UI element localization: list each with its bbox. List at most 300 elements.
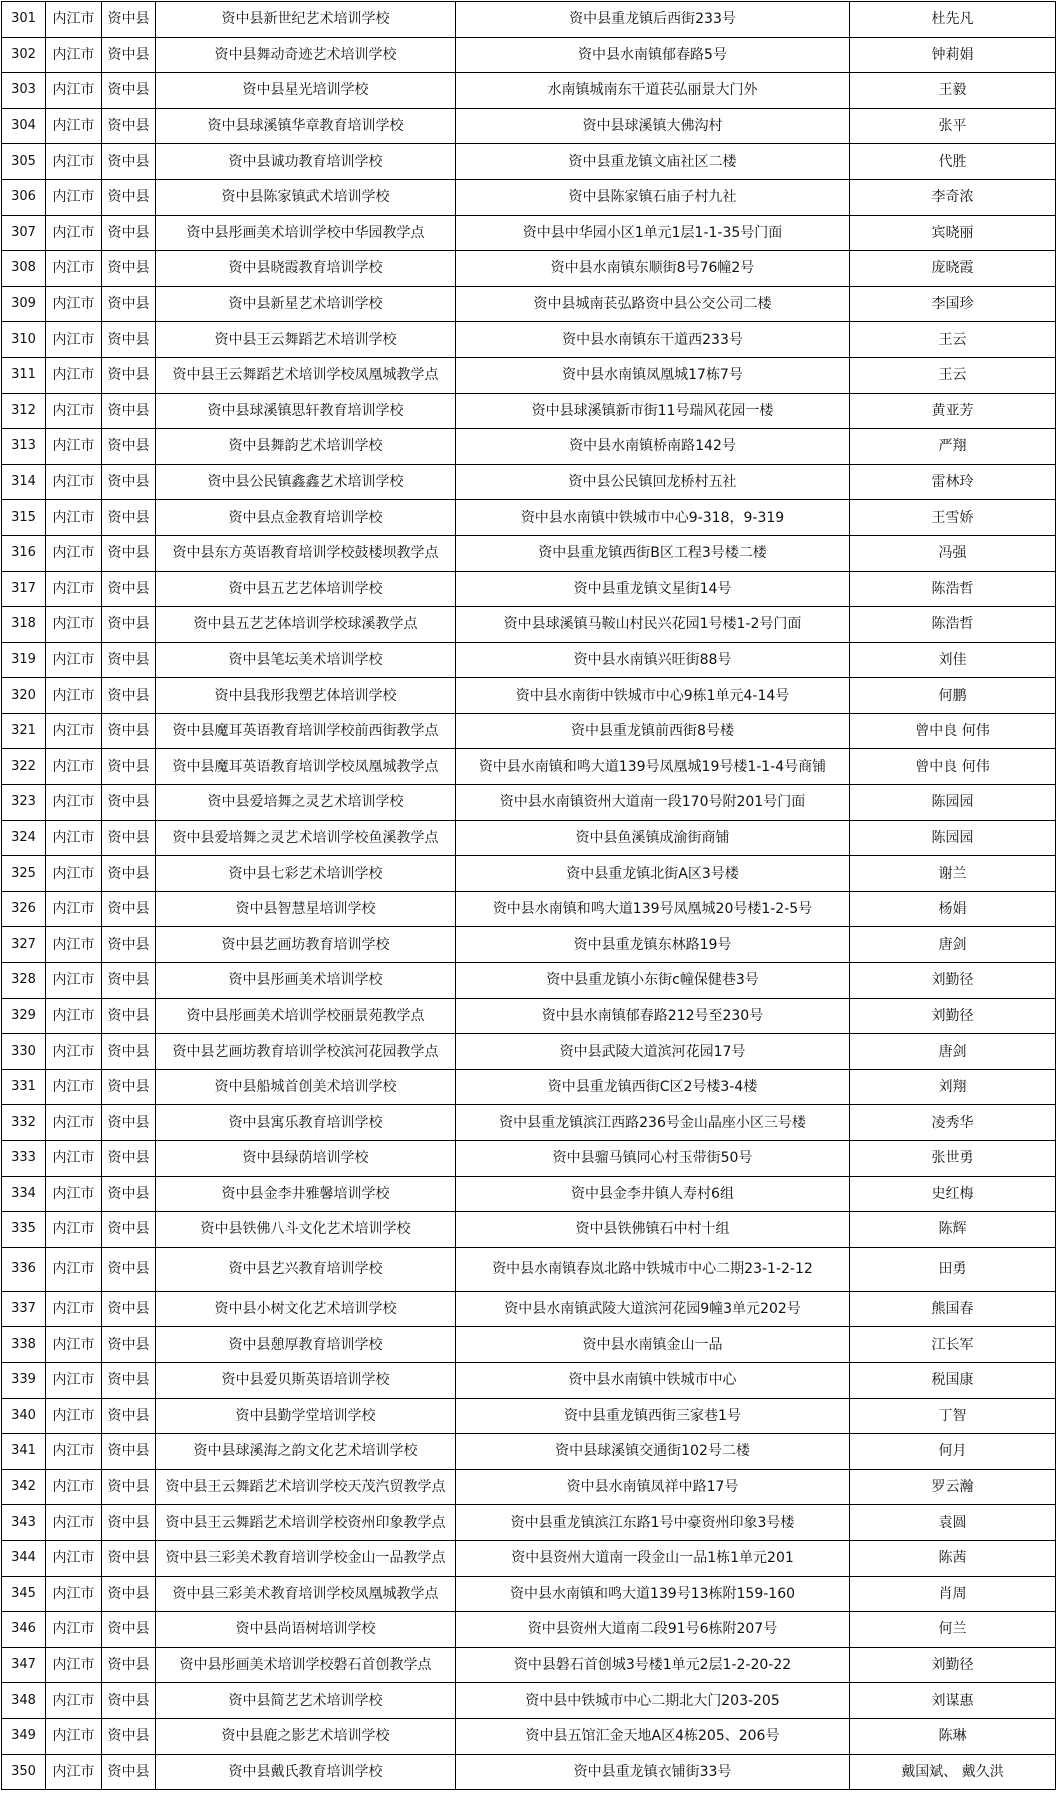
school-address: 资中县重龙镇前西街8号楼 [456,713,850,749]
county-cell: 资中县 [102,1212,156,1248]
contact-person: 王云 [850,322,1056,358]
contact-person: 肖周 [850,1576,1056,1612]
school-address: 水南镇城南东干道苌弘丽景大门外 [456,73,850,109]
school-name: 资中县点金教育培训学校 [156,500,456,536]
school-name: 资中县新星艺术培训学校 [156,286,456,322]
row-number: 350 [2,1754,46,1790]
city-cell: 内江市 [46,1540,102,1576]
contact-person: 王云 [850,357,1056,393]
row-number: 343 [2,1505,46,1541]
table-row [2,251,1056,287]
county-cell: 资中县 [102,1069,156,1105]
row-number: 324 [2,820,46,856]
school-name: 资中县笔坛美术培训学校 [156,642,456,678]
county-cell: 资中县 [102,2,156,38]
county-cell: 资中县 [102,1105,156,1141]
contact-person: 曾中良 何伟 [850,713,1056,749]
school-name: 资中县晓霞教育培训学校 [156,251,456,287]
city-cell: 内江市 [46,429,102,465]
school-name: 资中县球溪镇思轩教育培训学校 [156,393,456,429]
school-name: 资中县绿荫培训学校 [156,1141,456,1177]
table-row [2,108,1056,144]
school-name: 资中县舞动奇迹艺术培训学校 [156,37,456,73]
school-name: 资中县东方英语教育培训学校鼓楼坝教学点 [156,535,456,571]
contact-person: 丁智 [850,1398,1056,1434]
county-cell: 资中县 [102,322,156,358]
row-number: 336 [2,1247,46,1291]
city-cell: 内江市 [46,108,102,144]
county-cell: 资中县 [102,891,156,927]
row-number: 303 [2,73,46,109]
city-cell: 内江市 [46,215,102,251]
table-row [2,571,1056,607]
city-cell: 内江市 [46,393,102,429]
school-name: 资中县鹿之影艺术培训学校 [156,1718,456,1754]
table-row [2,1327,1056,1363]
row-number: 315 [2,500,46,536]
table-row [2,215,1056,251]
school-address: 资中县球溪镇大佛沟村 [456,108,850,144]
contact-person: 黄亚芳 [850,393,1056,429]
table-row [2,1212,1056,1248]
city-cell: 内江市 [46,856,102,892]
contact-person: 袁圆 [850,1505,1056,1541]
school-name: 资中县五艺艺体培训学校球溪教学点 [156,607,456,643]
county-cell: 资中县 [102,251,156,287]
contact-person: 戴国斌、 戴久洪 [850,1754,1056,1790]
school-name: 资中县金李井雅馨培训学校 [156,1176,456,1212]
school-name: 资中县彤画美术培训学校丽景苑教学点 [156,998,456,1034]
contact-person: 陈浩哲 [850,571,1056,607]
school-address: 资中县城南苌弘路资中县公交公司二楼 [456,286,850,322]
county-cell: 资中县 [102,286,156,322]
contact-person: 杜先凡 [850,2,1056,38]
county-cell: 资中县 [102,1754,156,1790]
table-row [2,1176,1056,1212]
row-number: 301 [2,2,46,38]
school-address: 资中县水南镇郁春路212号至230号 [456,998,850,1034]
school-address: 资中县骝马镇同心村玉带街50号 [456,1141,850,1177]
county-cell: 资中县 [102,1505,156,1541]
school-name: 资中县星光培训学校 [156,73,456,109]
table-row [2,37,1056,73]
county-cell: 资中县 [102,1612,156,1648]
school-name: 资中县七彩艺术培训学校 [156,856,456,892]
school-address: 资中县重龙镇文庙社区二楼 [456,144,850,180]
city-cell: 内江市 [46,179,102,215]
school-name: 资中县王云舞蹈艺术培训学校 [156,322,456,358]
table-row [2,749,1056,785]
city-cell: 内江市 [46,1362,102,1398]
school-name: 资中县艺画坊教育培训学校 [156,927,456,963]
school-address: 资中县重龙镇西街三家巷1号 [456,1398,850,1434]
city-cell: 内江市 [46,1327,102,1363]
table-row [2,1398,1056,1434]
table-row [2,678,1056,714]
table-row [2,500,1056,536]
row-number: 304 [2,108,46,144]
table-row [2,1612,1056,1648]
city-cell: 内江市 [46,785,102,821]
row-number: 325 [2,856,46,892]
row-number: 310 [2,322,46,358]
row-number: 341 [2,1434,46,1470]
county-cell: 资中县 [102,1291,156,1327]
county-cell: 资中县 [102,144,156,180]
row-number: 309 [2,286,46,322]
county-cell: 资中县 [102,927,156,963]
contact-person: 张世勇 [850,1141,1056,1177]
table-row [2,393,1056,429]
school-address: 资中县水南镇郁春路5号 [456,37,850,73]
contact-person: 张平 [850,108,1056,144]
city-cell: 内江市 [46,749,102,785]
county-cell: 资中县 [102,1034,156,1070]
contact-person: 陈辉 [850,1212,1056,1248]
contact-person: 刘佳 [850,642,1056,678]
school-name: 资中县彤画美术培训学校中华园教学点 [156,215,456,251]
school-address: 资中县重龙镇北街A区3号楼 [456,856,850,892]
city-cell: 内江市 [46,1612,102,1648]
school-address: 资中县球溪镇交通街102号二楼 [456,1434,850,1470]
contact-person: 史红梅 [850,1176,1056,1212]
school-address: 资中县资州大道南一段金山一品1栋1单元201 [456,1540,850,1576]
city-cell: 内江市 [46,535,102,571]
county-cell: 资中县 [102,785,156,821]
row-number: 342 [2,1469,46,1505]
row-number: 338 [2,1327,46,1363]
county-cell: 资中县 [102,429,156,465]
city-cell: 内江市 [46,642,102,678]
school-name: 资中县戴氏教育培训学校 [156,1754,456,1790]
contact-person: 刘勤径 [850,1647,1056,1683]
row-number: 326 [2,891,46,927]
contact-person: 唐剑 [850,1034,1056,1070]
table-row [2,464,1056,500]
county-cell: 资中县 [102,1647,156,1683]
school-name: 资中县我形我塑艺体培训学校 [156,678,456,714]
city-cell: 内江市 [46,998,102,1034]
table-row [2,607,1056,643]
city-cell: 内江市 [46,322,102,358]
county-cell: 资中县 [102,1247,156,1291]
table-row [2,1141,1056,1177]
city-cell: 内江市 [46,1247,102,1291]
table-row [2,891,1056,927]
row-number: 314 [2,464,46,500]
row-number: 334 [2,1176,46,1212]
county-cell: 资中县 [102,749,156,785]
contact-person: 凌秀华 [850,1105,1056,1141]
county-cell: 资中县 [102,642,156,678]
school-name: 资中县王云舞蹈艺术培训学校凤凰城教学点 [156,357,456,393]
row-number: 317 [2,571,46,607]
contact-person: 陈园园 [850,785,1056,821]
city-cell: 内江市 [46,73,102,109]
contact-person: 刘勤径 [850,998,1056,1034]
city-cell: 内江市 [46,1434,102,1470]
school-address: 资中县水南镇东干道西233号 [456,322,850,358]
city-cell: 内江市 [46,500,102,536]
row-number: 306 [2,179,46,215]
school-name: 资中县诚功教育培训学校 [156,144,456,180]
row-number: 321 [2,713,46,749]
table-row [2,286,1056,322]
row-number: 337 [2,1291,46,1327]
table-row [2,785,1056,821]
table-row [2,1247,1056,1291]
county-cell: 资中县 [102,1434,156,1470]
school-address: 资中县重龙镇衣铺街33号 [456,1754,850,1790]
table-row [2,1291,1056,1327]
school-name: 资中县三彩美术教育培训学校凤凰城教学点 [156,1576,456,1612]
school-address: 资中县水南街中铁城市中心9栋1单元4-14号 [456,678,850,714]
county-cell: 资中县 [102,357,156,393]
table-row [2,1434,1056,1470]
row-number: 349 [2,1718,46,1754]
city-cell: 内江市 [46,1212,102,1248]
contact-person: 刘谋惠 [850,1683,1056,1719]
school-address: 资中县重龙镇小东街c幢保健巷3号 [456,963,850,999]
school-name: 资中县舞韵艺术培训学校 [156,429,456,465]
school-address: 资中县资州大道南二段91号6栋附207号 [456,1612,850,1648]
contact-person: 钟莉娟 [850,37,1056,73]
school-address: 资中县水南镇春岚北路中铁城市中心二期23-1-2-12 [456,1247,850,1291]
table-row [2,856,1056,892]
row-number: 305 [2,144,46,180]
school-name: 资中县魔耳英语教育培训学校前西街教学点 [156,713,456,749]
contact-person: 庞晓霞 [850,251,1056,287]
city-cell: 内江市 [46,713,102,749]
contact-person: 税国康 [850,1362,1056,1398]
city-cell: 内江市 [46,1176,102,1212]
county-cell: 资中县 [102,108,156,144]
row-number: 332 [2,1105,46,1141]
table-row [2,1069,1056,1105]
contact-person: 代胜 [850,144,1056,180]
table-row [2,429,1056,465]
school-address: 资中县重龙镇西街B区工程3号楼二楼 [456,535,850,571]
row-number: 335 [2,1212,46,1248]
contact-person: 严翔 [850,429,1056,465]
row-number: 322 [2,749,46,785]
city-cell: 内江市 [46,1718,102,1754]
city-cell: 内江市 [46,891,102,927]
school-name: 资中县新世纪艺术培训学校 [156,2,456,38]
contact-person: 熊国春 [850,1291,1056,1327]
county-cell: 资中县 [102,713,156,749]
row-number: 345 [2,1576,46,1612]
table-row [2,642,1056,678]
school-address: 资中县水南镇和鸣大道139号凤凰城20号楼1-2-5号 [456,891,850,927]
city-cell: 内江市 [46,927,102,963]
school-name: 资中县寓乐教育培训学校 [156,1105,456,1141]
row-number: 347 [2,1647,46,1683]
table-row [2,1105,1056,1141]
school-name: 资中县三彩美术教育培训学校金山一品教学点 [156,1540,456,1576]
city-cell: 内江市 [46,1754,102,1790]
table-row [2,1683,1056,1719]
row-number: 318 [2,607,46,643]
city-cell: 内江市 [46,571,102,607]
county-cell: 资中县 [102,1683,156,1719]
city-cell: 内江市 [46,1069,102,1105]
school-name: 资中县艺画坊教育培训学校滨河花园教学点 [156,1034,456,1070]
contact-person: 陈园园 [850,820,1056,856]
contact-person: 田勇 [850,1247,1056,1291]
row-number: 323 [2,785,46,821]
contact-person: 何鹏 [850,678,1056,714]
county-cell: 资中县 [102,1576,156,1612]
training-school-table [1,1,1056,1790]
city-cell: 内江市 [46,1034,102,1070]
county-cell: 资中县 [102,963,156,999]
table-row [2,179,1056,215]
county-cell: 资中县 [102,215,156,251]
contact-person: 陈琳 [850,1718,1056,1754]
school-address: 资中县水南镇东顺街8号76幢2号 [456,251,850,287]
row-number: 313 [2,429,46,465]
contact-person: 谢兰 [850,856,1056,892]
school-name: 资中县爱贝斯英语培训学校 [156,1362,456,1398]
school-address: 资中县铁佛镇石中村十组 [456,1212,850,1248]
city-cell: 内江市 [46,1505,102,1541]
county-cell: 资中县 [102,1398,156,1434]
school-name: 资中县彤画美术培训学校 [156,963,456,999]
school-address: 资中县重龙镇滨江东路1号中豪资州印象3号楼 [456,1505,850,1541]
city-cell: 内江市 [46,251,102,287]
school-address: 资中县武陵大道滨河花园17号 [456,1034,850,1070]
row-number: 346 [2,1612,46,1648]
contact-person: 曾中良 何伟 [850,749,1056,785]
county-cell: 资中县 [102,535,156,571]
school-address: 资中县金李井镇人寿村6组 [456,1176,850,1212]
county-cell: 资中县 [102,500,156,536]
contact-person: 唐剑 [850,927,1056,963]
school-address: 资中县水南镇凤祥中路17号 [456,1469,850,1505]
contact-person: 李国珍 [850,286,1056,322]
county-cell: 资中县 [102,1176,156,1212]
city-cell: 内江市 [46,820,102,856]
school-address: 资中县水南镇桥南路142号 [456,429,850,465]
table-row [2,963,1056,999]
table-row [2,1034,1056,1070]
school-address: 资中县重龙镇滨江西路236号金山晶座小区三号楼 [456,1105,850,1141]
contact-person: 刘勤径 [850,963,1056,999]
school-name: 资中县球溪海之韵文化艺术培训学校 [156,1434,456,1470]
school-name: 资中县爱培舞之灵艺术培训学校鱼溪教学点 [156,820,456,856]
table-row [2,820,1056,856]
school-address: 资中县水南镇中铁城市中心9-318，9-319 [456,500,850,536]
table-row [2,1718,1056,1754]
county-cell: 资中县 [102,464,156,500]
table-body [2,2,1056,1790]
row-number: 308 [2,251,46,287]
contact-person: 宾晓丽 [850,215,1056,251]
city-cell: 内江市 [46,1105,102,1141]
city-cell: 内江市 [46,1141,102,1177]
school-name: 资中县船城首创美术培训学校 [156,1069,456,1105]
row-number: 320 [2,678,46,714]
school-address: 资中县水南镇资州大道南一段170号附201号门面 [456,785,850,821]
school-address: 资中县球溪镇新市街11号瑞风花园一楼 [456,393,850,429]
school-name: 资中县智慧星培训学校 [156,891,456,927]
table-row [2,1576,1056,1612]
county-cell: 资中县 [102,998,156,1034]
school-address: 资中县水南镇金山一品 [456,1327,850,1363]
table-row [2,1647,1056,1683]
county-cell: 资中县 [102,678,156,714]
school-name: 资中县王云舞蹈艺术培训学校天茂汽贸教学点 [156,1469,456,1505]
row-number: 311 [2,357,46,393]
county-cell: 资中县 [102,571,156,607]
contact-person: 江长军 [850,1327,1056,1363]
school-address: 资中县水南镇中铁城市中心 [456,1362,850,1398]
city-cell: 内江市 [46,1469,102,1505]
school-address: 资中县磐石首创城3号楼1单元2层1-2-20-22 [456,1647,850,1683]
row-number: 340 [2,1398,46,1434]
school-name: 资中县爱培舞之灵艺术培训学校 [156,785,456,821]
county-cell: 资中县 [102,73,156,109]
county-cell: 资中县 [102,1362,156,1398]
school-name: 资中县球溪镇华章教育培训学校 [156,108,456,144]
table-row [2,1469,1056,1505]
city-cell: 内江市 [46,1291,102,1327]
city-cell: 内江市 [46,286,102,322]
city-cell: 内江市 [46,1647,102,1683]
city-cell: 内江市 [46,607,102,643]
table-row [2,322,1056,358]
city-cell: 内江市 [46,144,102,180]
school-name: 资中县魔耳英语教育培训学校凤凰城教学点 [156,749,456,785]
row-number: 333 [2,1141,46,1177]
contact-person: 冯强 [850,535,1056,571]
school-address: 资中县水南镇兴旺街88号 [456,642,850,678]
contact-person: 刘翔 [850,1069,1056,1105]
school-address: 资中县中华园小区1单元1层1-1-35号门面 [456,215,850,251]
contact-person: 李奇浓 [850,179,1056,215]
table-row [2,1540,1056,1576]
row-number: 327 [2,927,46,963]
row-number: 307 [2,215,46,251]
school-name: 资中县简艺艺术培训学校 [156,1683,456,1719]
county-cell: 资中县 [102,393,156,429]
school-address: 资中县水南镇和鸣大道139号凤凰城19号楼1-1-4号商铺 [456,749,850,785]
row-number: 348 [2,1683,46,1719]
school-name: 资中县陈家镇武术培训学校 [156,179,456,215]
county-cell: 资中县 [102,1540,156,1576]
school-name: 资中县勤学堂培训学校 [156,1398,456,1434]
county-cell: 资中县 [102,1469,156,1505]
row-number: 344 [2,1540,46,1576]
table-row [2,1362,1056,1398]
county-cell: 资中县 [102,1327,156,1363]
school-address: 资中县球溪镇马鞍山村民兴花园1号楼1-2号门面 [456,607,850,643]
school-name: 资中县彤画美术培训学校磐石首创教学点 [156,1647,456,1683]
city-cell: 内江市 [46,1398,102,1434]
city-cell: 内江市 [46,1683,102,1719]
school-address: 资中县水南镇武陵大道滨河花园9幢3单元202号 [456,1291,850,1327]
contact-person: 王雪娇 [850,500,1056,536]
county-cell: 资中县 [102,607,156,643]
school-address: 资中县水南镇凤凰城17栋7号 [456,357,850,393]
table-row [2,927,1056,963]
contact-person: 罗云瀚 [850,1469,1056,1505]
table-row [2,1754,1056,1790]
city-cell: 内江市 [46,1576,102,1612]
table-row [2,713,1056,749]
table-row [2,998,1056,1034]
